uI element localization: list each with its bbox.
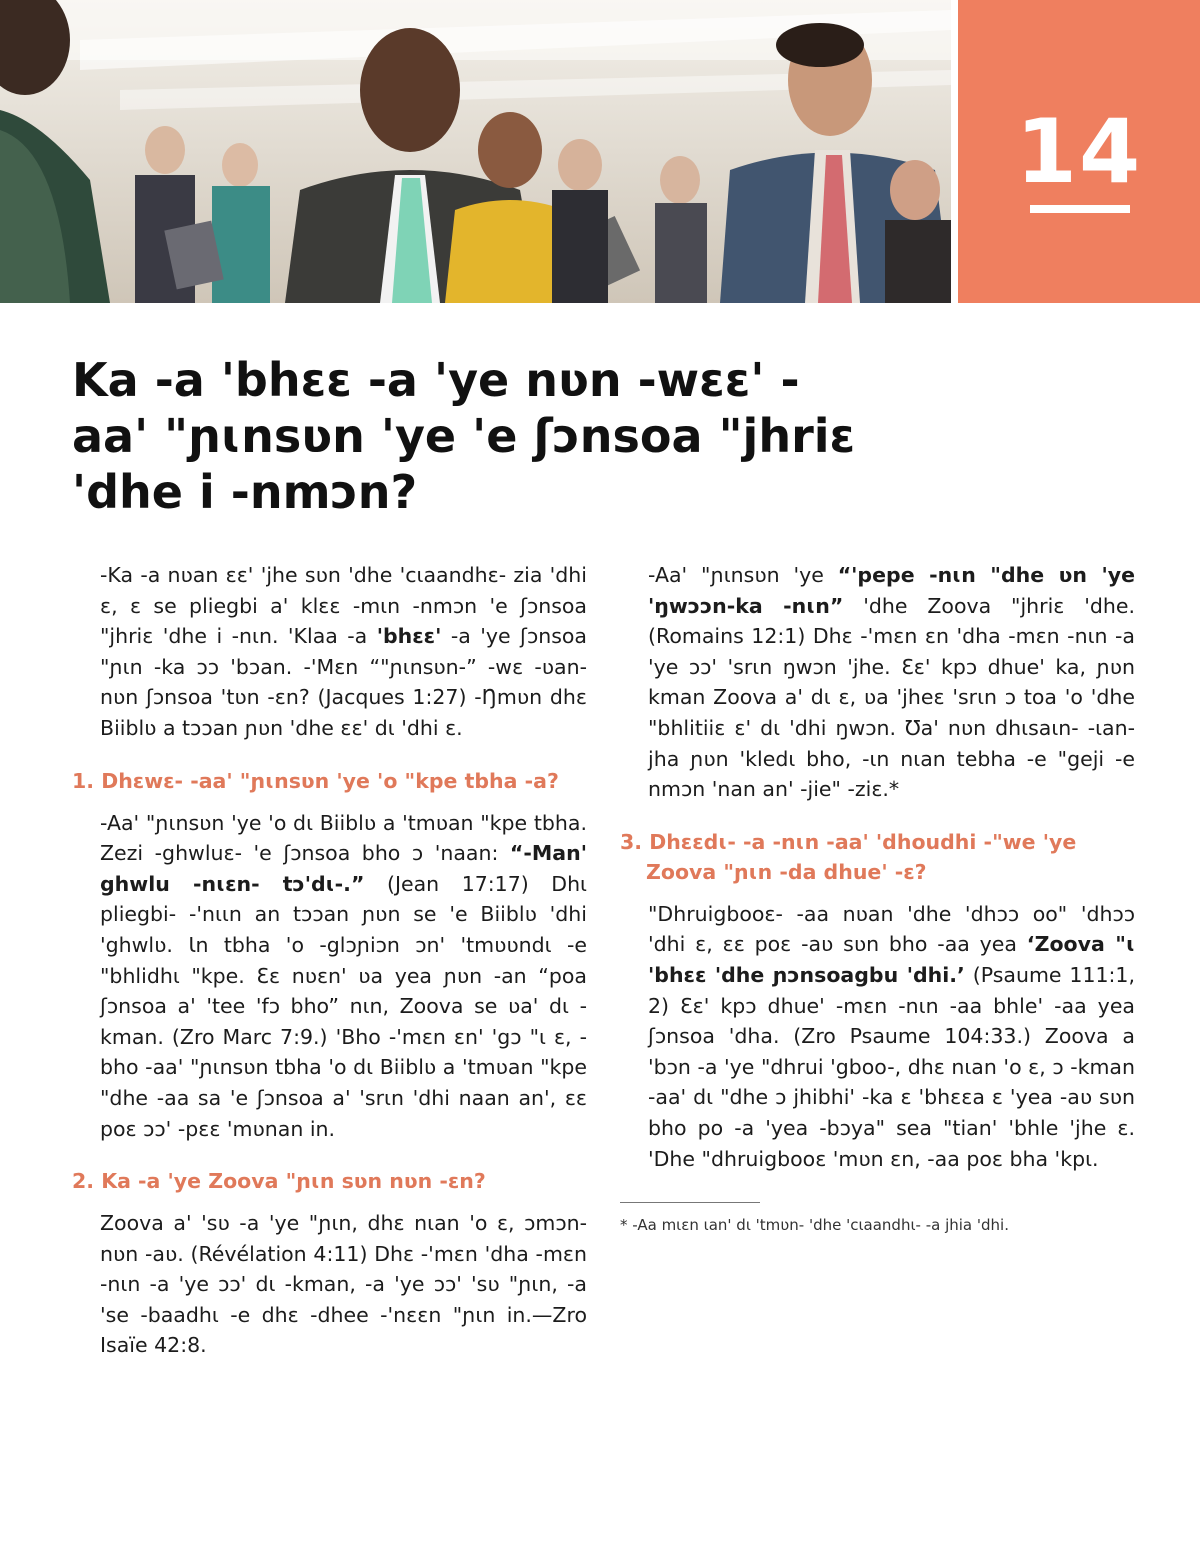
hero-photo bbox=[0, 0, 951, 303]
congregation-illustration bbox=[0, 0, 951, 303]
right-text-a: -Aa' "ɲɩnsʋn 'ye bbox=[648, 563, 838, 587]
footnote: * -Aa mɩɛn ɩan' dɩ 'tmʋn- 'dhe 'cɩaandhɩ- -a jhia 'dhi. bbox=[620, 1216, 1009, 1235]
chapter-badge bbox=[958, 0, 1200, 303]
q1-bold-quote: “-Man' ghwlu -nɩɛn- tɔ'dɩ-.” bbox=[100, 841, 587, 896]
intro-paragraph bbox=[72, 560, 587, 744]
question-1-paragraph bbox=[72, 808, 587, 1145]
q3-text-b: (Psaume 111:1, 2) Ɛɛ' kpɔ dhue' -mɛn -nɩn -aa bhle' -aa yea ʃɔnsoa 'dha. (Zro Psaume 104:33.) Zoova a 'bɔn -a 'ye "dhrui 'gboo-, dhɛ nɩan 'o ɛ, ɔ -kman -aa' dɩ "dhe ɔ jhibhi' -ka ɛ 'bhɛɛa ɛ 'yea -aʋ sʋn bho po -a 'yea -bɔya" sea "tian' 'bhle 'jhe ɛ. 'Dhe "dhruigbooɛ 'mʋn ɛn, -aa poɛ bha 'kpɩ. bbox=[648, 962, 1135, 1171]
chapter-number: 14 bbox=[1015, 100, 1143, 203]
question-2-heading: 2. Ka -a 'ye Zoova "ɲɩn sʋn nʋn -ɛn? bbox=[72, 1169, 486, 1194]
question-1-heading: 1. Dhɛwɛ- -aa' "ɲɩnsʋn 'ye 'o "kpe tbha -a? bbox=[72, 768, 559, 793]
question-2-paragraph: Zoova a' 'sʋ -a 'ye "ɲɩn, dhɛ nɩan 'o ɛ, ɔmɔn- nʋn -aʋ. (Révélation 4:11) Dhɛ -'mɛn 'dha -mɛn -nɩn -a 'ye ɔɔ' dɩ -kman, -a 'ye ɔɔ' 'sʋ "ɲɩn, -a 'se -baadhɩ -e dhɛ -dhee -'nɛɛn "ɲɩn in.—Zro Isaïe 42:8. bbox=[100, 1211, 587, 1358]
question-3-heading: 3. Dhɛɛdɩ- -a -nɩn -aa' 'dhoudhi -"we 'ye Zoova "ɲɩn -da dhue' -ɛ? bbox=[620, 829, 1077, 884]
q1-text-b: (Jean 17:17) Dhɩ pliegbi- -'nɩɩn an tɔɔan ɲʋn se 'e Biiblʋ 'dhi 'ghwlʋ. Ɩn tbha 'o -glɔɲiɔn ɔn' 'tmʋʋndɩ -e "bhlidhɩ "kpe. Ɛɛ nʋɛn' ʋa yea ɲʋn -an “poa ʃɔnsoa a' 'tee 'fɔ bho” nɩn, Zoova se ʋa' dɩ -kman. (Zro Marc 7:9.) 'Bho -'mɛn ɛn' 'gɔ "ɩ ɛ, -bho -aa' "ɲɩnsʋn tbha 'o dɩ Biiblʋ a 'tmʋan "kpe "dhe -aa sa 'e ʃɔnsoa a' 'srɩn 'dhi naan an', ɛɛ poɛ ɔɔ' -pɛɛ 'mʋnan in. bbox=[100, 871, 587, 1141]
q3-bold-quote: ‘Zoova "ɩ 'bhɛɛ 'dhe ɲɔnsoagbu 'dhi.’ bbox=[648, 932, 1135, 987]
continued-paragraph bbox=[620, 560, 1135, 805]
intro-text-a: -Ka -a nʋan ɛɛ' 'jhe sʋn 'dhe 'cɩaandhɛ- zia 'dhi ɛ, ɛ se pliegbi a' klɛɛ -mɩn -nmɔn 'e ʃɔnsoa "jhriɛ 'dhe i -nɩn. 'Klaa -a bbox=[100, 563, 587, 649]
footnote-divider bbox=[620, 1202, 760, 1203]
chapter-underline bbox=[1030, 205, 1130, 213]
intro-text-b: -a 'ye ʃɔnsoa "ɲɩn -ka ɔɔ 'bɔan. -'Mɛn “"ɲɩnsʋn-” -wɛ -ʋan- nʋn ʃɔnsoa 'tʋn -ɛn? (Jacques 1:27) -Ŋmʋn dhɛ Biiblʋ a tɔɔan ɲʋn 'dhe ɛɛ' dɩ 'dhi ɛ. bbox=[100, 624, 587, 740]
page-title: Ka -a 'bhɛɛ -a 'ye nʋn -wɛɛ' -aa' "ɲɩnsʋn 'ye 'e ʃɔnsoa "jhriɛ 'dhe i -nmɔn? bbox=[72, 353, 856, 520]
right-text-b: 'dhe Zoova "jhriɛ 'dhe. (Romains 12:1) Dhɛ -'mɛn ɛn 'dha -mɛn -nɩn -a 'ye ɔɔ' 'srɩn ŋwɔn 'jhe. Ɛɛ' kpɔ dhue' ka, ɲʋn kman Zoova a' dɩ ɛ, ʋa 'jheɛ 'srɩn ɔ toa 'o 'dhe "bhlitiiɛ ɛ' dɩ 'dhi ŋwɔn. Ʊa' nʋn dhɩsaɩn- -ɩan- jha ɲʋn 'kledɩ bho, -ɩn nɩan tebha -e "geji -e nmɔn 'nan an' -jie" -ziɛ.* bbox=[648, 593, 1135, 802]
q3-text-a: "Dhruigbooɛ- -aa nʋan 'dhe 'dhɔɔ oo" 'dhɔɔ 'dhi ɛ, ɛɛ poɛ -aʋ sʋn bho -aa yea bbox=[648, 901, 1135, 957]
right-column bbox=[620, 560, 1135, 1235]
question-3-paragraph bbox=[620, 899, 1135, 1174]
intro-bold: 'bhɛɛ' bbox=[376, 624, 442, 649]
left-column bbox=[72, 560, 587, 1361]
right-bold-quote: “'pepe -nɩn "dhe ʋn 'ye 'ŋwɔɔn-ka -nɩn” bbox=[648, 563, 1135, 618]
q1-text-a: -Aa' "ɲɩnsʋn 'ye 'o dɩ Biiblʋ a 'tmʋan "kpe tbha. Zezi -ghwluɛ- 'e ʃɔnsoa bho ɔ 'naan: bbox=[100, 810, 587, 866]
